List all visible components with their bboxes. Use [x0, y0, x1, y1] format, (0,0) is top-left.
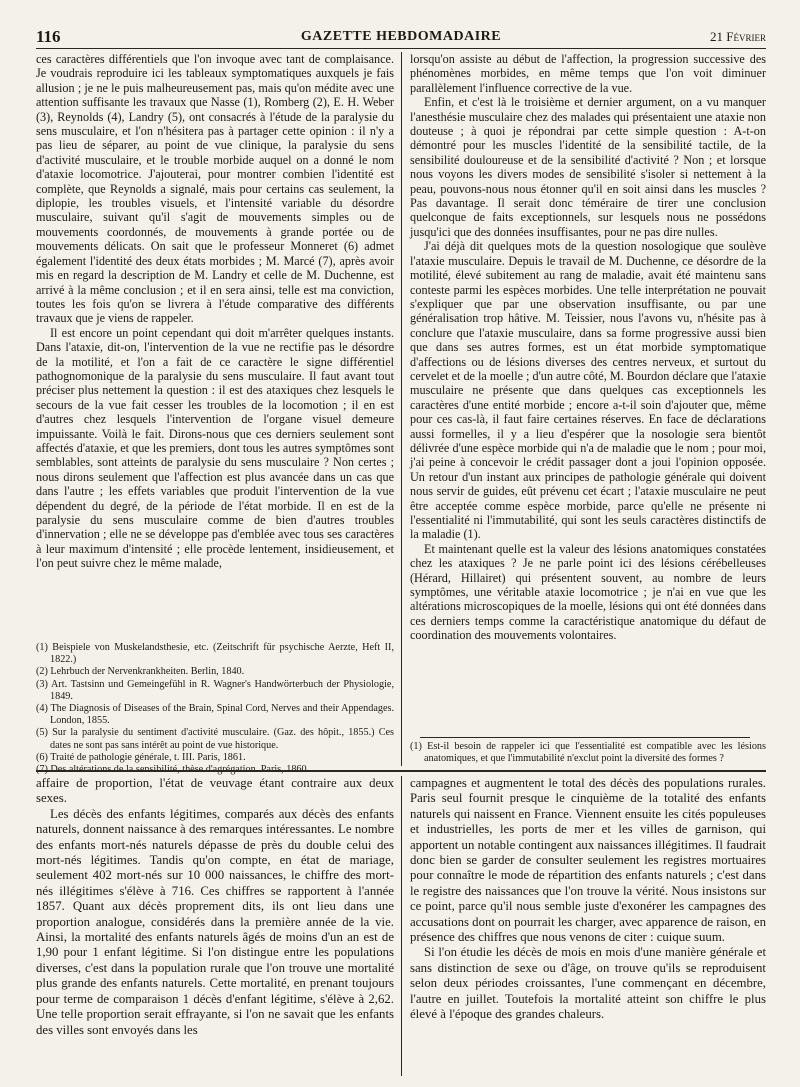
footnote: (3) Art. Tastsinn und Gemeingefühl in R. Wagner's Handwörterbuch der Physiologie, 1849.	[36, 678, 394, 702]
upper-left-column	[36, 52, 394, 571]
paragraph: Si l'on étudie les décès de mois en mois d'une manière générale et sans distinction de sexe ou d'âge, on trouve qu'ils se reproduisent selon deux périodes croissantes, l'une commençant en décembre, l'autre en juillet. Toutefois la mortalité atteint son chiffre le plus élevé à l'époque des grandes chaleurs.	[410, 945, 766, 1022]
issue-date: 21 Février	[710, 29, 766, 44]
footnote: (4) The Diagnosis of Diseases of the Brain, Spinal Cord, Nerves and their Appendages. London, 1855.	[36, 703, 394, 727]
header-rule	[36, 48, 766, 49]
footnote-rule	[420, 737, 750, 738]
paragraph: affaire de proportion, l'état de veuvage étant contraire aux deux sexes.	[36, 776, 394, 806]
upper-right-column	[410, 52, 766, 643]
paragraph: Il est encore un point cependant qui doit m'arrêter quelques instants. Dans l'ataxie, dit-on, l'intervention de la vue ne rectifie pas le désordre de la motilité, et l'on a fait de ce caractère le signe différentiel pathognomonique de la paralysie du sens musculaire. Il faut avant tout préciser plus nettement la question : il est des ataxiques chez lesquels le secours de la vue fait cesser les troubles de la locomotion ; il en est d'autres chez lesquels l'intervention de l'organe visuel demeure impuissante. Voilà le fait. Dirons-nous que ces derniers seulement sont affectés d'ataxie, et que les premiers, dont tous les autres symptômes sont semblables, sont atteints de paralysie du sens musculaire ? Non certes ; nous dirons seulement que l'affection est plus avancée dans un cas que dans l'autre ; les effets variables que produit l'intervention de la vue dépendent du degré, de la période de l'état morbide. Il en est de la paralysie du sens musculaire comme de bien d'autres troubles d'innervation ; elle ne se développe pas d'emblée avec tous ses caractères à leur maximum d'intensité ; elle procède lentement, insidieusement, et l'on peut suivre chez le même malade,	[36, 325, 394, 571]
page-header	[36, 28, 766, 46]
footnote: (6) Traité de pathologie générale, t. III. Paris, 1861.	[36, 751, 246, 763]
lower-right-column	[410, 776, 766, 1023]
column-rule	[401, 52, 402, 766]
section-rule	[36, 770, 766, 772]
page-number: 116	[36, 27, 61, 46]
lower-left-column	[36, 776, 394, 1038]
journal-title: GAZETTE HEBDOMADAIRE	[300, 29, 502, 44]
footnote: (5) Sur la paralysie du sentiment d'activité musculaire. (Gaz. des hôpit., 1855.) Ces dates ne sont pas sans intérêt au point de vue historique.	[36, 727, 394, 751]
footnote: (1) Est-il besoin de rappeler ici que l'essentialité est compatible avec les lésions anatomiques, et que l'immutabilité n'exclut point la diversité des formes ?	[410, 741, 766, 765]
upper-right-footnote	[410, 741, 766, 765]
paragraph: ces caractères différentiels que l'on invoque avec tant de complaisance. Je voudrais reproduire ici les tableaux symptomatiques auxquels je fais allusion ; je ne le puis malheureusement pas, mais qu'on médite avec une attention suffisante les travaux que Nasse (1), Romberg (2), E. H. Weber (3), Reynolds (4), Landry (5), ont consacrés à l'étude de la paralysie du sens musculaire, et l'on n'hésitera pas à partager cette opinion : il n'y a pas lieu de séparer, au point de vue clinique, la paralysie du sens d'activité musculaire, et le trouble morbide auquel on a donné le nom d'ataxie locomotrice. J'ajouterai, pour montrer combien l'identité est complète, que Reynolds a signalé, mais pour certains cas seulement, la diplopie, les troubles visuels, et l'intensité variable du désordre musculaire, suivant qu'il s'agit de mouvements simples ou de mouvements coordonnés, de mouvements à grande portée ou de mouvements délicats. On sait que le professeur Monneret (6) admet également l'identité des deux états morbides ; M. Marcé (7), après avoir mis en regard la description de M. Landry et celle de M. Duchenne, est arrivé à la même conclusion ; et il en sera ainsi, telle est ma conviction, toutes les fois qu'on se livrera à l'étude comparative des différents travaux que je viens de rappeler.	[36, 52, 394, 326]
paragraph: Et maintenant quelle est la valeur des lésions anatomiques constatées chez les ataxiques ? Je ne parle point ici des lésions cérébelleuses (Hérard, Hillairet) qui présentent souvent, au nombre de leurs symptômes, une véritable ataxie locomotrice ; je n'ai en vue que les altérations microscopiques de la moelle, lésions qui ont été données dans ces derniers temps comme la caractéristique anatomique du défaut de coordination des mouvements volontaires.	[410, 541, 766, 643]
paragraph: campagnes et augmentent le total des décès des populations rurales. Paris seul fournit presque le cinquième de la totalité des enfants naturels qui naissent en France. Viennent ensuite les cités populeuses et industrielles, les ports de mer et les villes de garnison, qui apportent un notable contingent aux naissances illégitimes. Il faudrait donc bien se garder de consulter seulement les registres mortuaires pour connaître le mode de répartition des enfants naturels ; c'est dans le registre des naissances que l'on trouve la vérité. Nous insistons sur ce point, parce qu'il nous semble juste d'exonérer les campagnes des accusations dont on pourrait les charger, avec apparence de raison, en présence des chiffres que nous venons de citer : cuique suum.	[410, 776, 766, 945]
paragraph: lorsqu'on assiste au début de l'affection, la progression successive des phénomènes morbides, en même temps que l'on voit diminuer parallèlement l'influence corrective de la vue.	[410, 52, 766, 95]
footnote: (1) Beispiele von Muskelandsthesie, etc. (Zeitschrift für psychische Aerzte, Heft II, 1822.)	[36, 642, 394, 666]
column-rule	[401, 776, 402, 1076]
footnote: (2) Lehrbuch der Nervenkrankheiten. Berlin, 1840.	[36, 666, 245, 678]
upper-left-footnotes	[36, 642, 394, 776]
paragraph: Enfin, et c'est là le troisième et dernier argument, on a vu manquer l'anesthésie musculaire chez des malades qui présentaient une ataxie non douteuse ; à quoi je répondrai par cette simple question : A-t-on démontré pour les muscles l'identité de la sensibilité tactile, de la sensibilité douloureuse et de la sensibilité d'activité ? Non ; et lorsque nous voyons les divers modes de sensibilité s'isoler si nettement à la peau, pouvons-nous nous étonner qu'il en soit ainsi dans les muscles ? Pas davantage. Il serait donc téméraire de tirer une conclusion quelconque de faits exceptionnels, sur lesquels nous ne possédons jusqu'ici que des données insuffisantes, pour ne pas dire nulles.	[410, 95, 766, 239]
paragraph: Les décès des enfants légitimes, comparés aux décès des enfants naturels, donnent naissance à des remarques intéressantes. Le nombre des enfants mort-nés naturels dépasse de près du double celui des mort-nés légitimes. Tandis qu'on compte, en état de mariage, seulement 402 mort-nés sur 10 000 naissances, le chiffre des mort-nés illégitimes s'élève à 716. Ces chiffres se rapportent à l'année 1857. Quant aux décès proprement dits, ils ont lieu dans une proportion analogue, considérés dans la première année de la vie. Ainsi, la mortalité des enfants naturels âgés de moins d'un an est de 1,90 pour 1 enfant légitime. Si l'on distingue entre les populations diverses, c'est dans la population rurale que l'on trouve une mortalité plus grande des enfants naturels. Cette mortalité, en prenant toujours pour terme de comparaison 1 décès d'enfant légitime, s'élève à 2,62. Une telle proportion serait effrayante, si l'on ne savait que les enfants des villes sont envoyés dans les	[36, 806, 394, 1037]
paragraph: J'ai déjà dit quelques mots de la question nosologique que soulève l'ataxie musculaire. Depuis le travail de M. Duchenne, ce désordre de la motilité, élevé subitement au rang de maladie, avait été maintenu sans conteste parmi les espèces morbides. Une telle interprétation ne pouvait s'expliquer que par une observation insuffisante, ou par une généralisation trop hâtive. M. Teissier, nous l'avons vu, n'hésite pas à conclure que l'ataxie musculaire, dans sa forme progressive aussi bien que dans ses autres formes, est un état morbide symptomatique d'affections ou de lésions diverses des centres nerveux, et surtout du cervelet et de la moelle ; d'un autre côté, M. Bourdon déclare que l'ataxie musculaire ne présente que dans quelques cas exceptionnels les caractères d'une entité morbide ; encore a-t-il soin d'ajouter que, même pour ces cas-là, il faut faire certaines réserves. En face de déclarations aussi formelles, il y a lieu d'espérer que la nosologie sera bientôt délivrée d'une espèce morbide qui n'a de maladie que le nom ; pour moi, j'ai peine à concevoir le crédit passager dont a joui l'opinion opposée. Un retour d'un instant aux principes de pathologie générale qui doivent nous servir de guides, eût prévenu cet écart ; l'ataxie musculaire ne peut être acceptée comme espèce morbide, parce qu'elle ne présente ni l'essentialité ni l'immutabilité, qui sont les seuls caractères distinctifs de la maladie (1).	[410, 239, 766, 542]
